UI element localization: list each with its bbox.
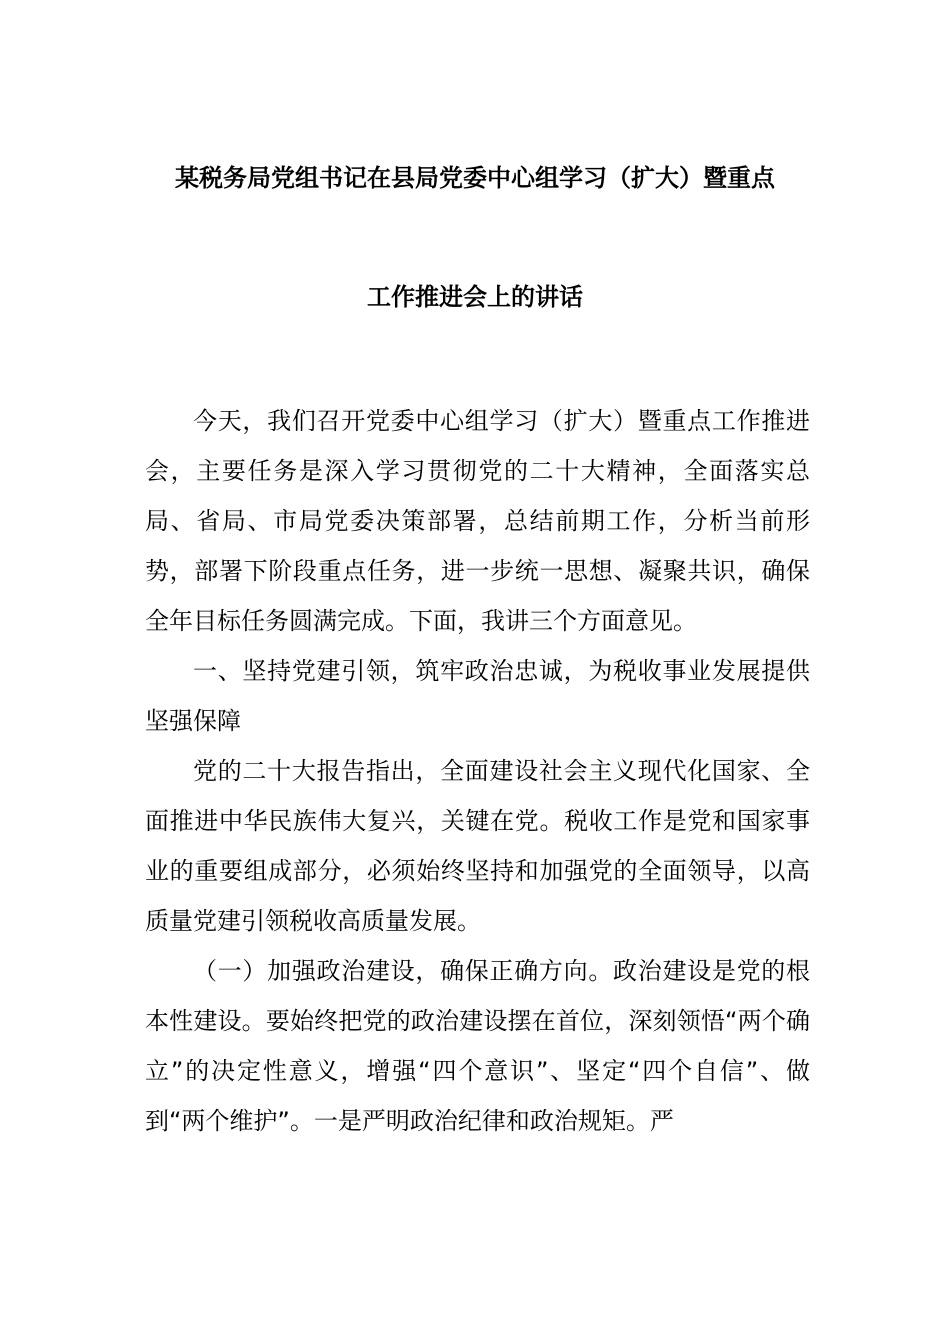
- document-title-line-1: 某税务局党组书记在县局党委中心组学习（扩大）暨重点: [175, 164, 775, 192]
- section-heading-1: 一、坚持党建引领，筑牢政治忠诚，为税收事业发展提供坚强保障: [145, 657, 810, 735]
- document-body: [145, 396, 810, 1146]
- paragraph-intro: 今天，我们召开党委中心组学习（扩大）暨重点工作推进会，主要任务是深入学习贯彻党的二十大精神，全面落实总局、省局、市局党委决策部署，总结前期工作，分析当前形势，部署下阶段重点任务，进一步统一思想、凝聚共识，确保全年目标任务圆满完成。下面，我讲三个方面意见。: [145, 407, 810, 635]
- document-title-line-2: 工作推进会上的讲话: [367, 283, 583, 311]
- paragraph-section-1-intro: 党的二十大报告指出，全面建设社会主义现代化国家、全面推进中华民族伟大复兴，关键在党。税收工作是党和国家事业的重要组成部分，必须始终坚持和加强党的全面领导，以高质量党建引领税收高质量发展。: [145, 757, 810, 935]
- paragraph-subsection-1: （一）加强政治建设，确保正确方向。政治建设是党的根本性建设。要始终把党的政治建设摆在首位，深刻领悟“两个确立”的决定性意义，增强“四个意识”、坚定“四个自信”、做到“两个维护”。一是严明政治纪律和政治规矩。严: [145, 957, 810, 1135]
